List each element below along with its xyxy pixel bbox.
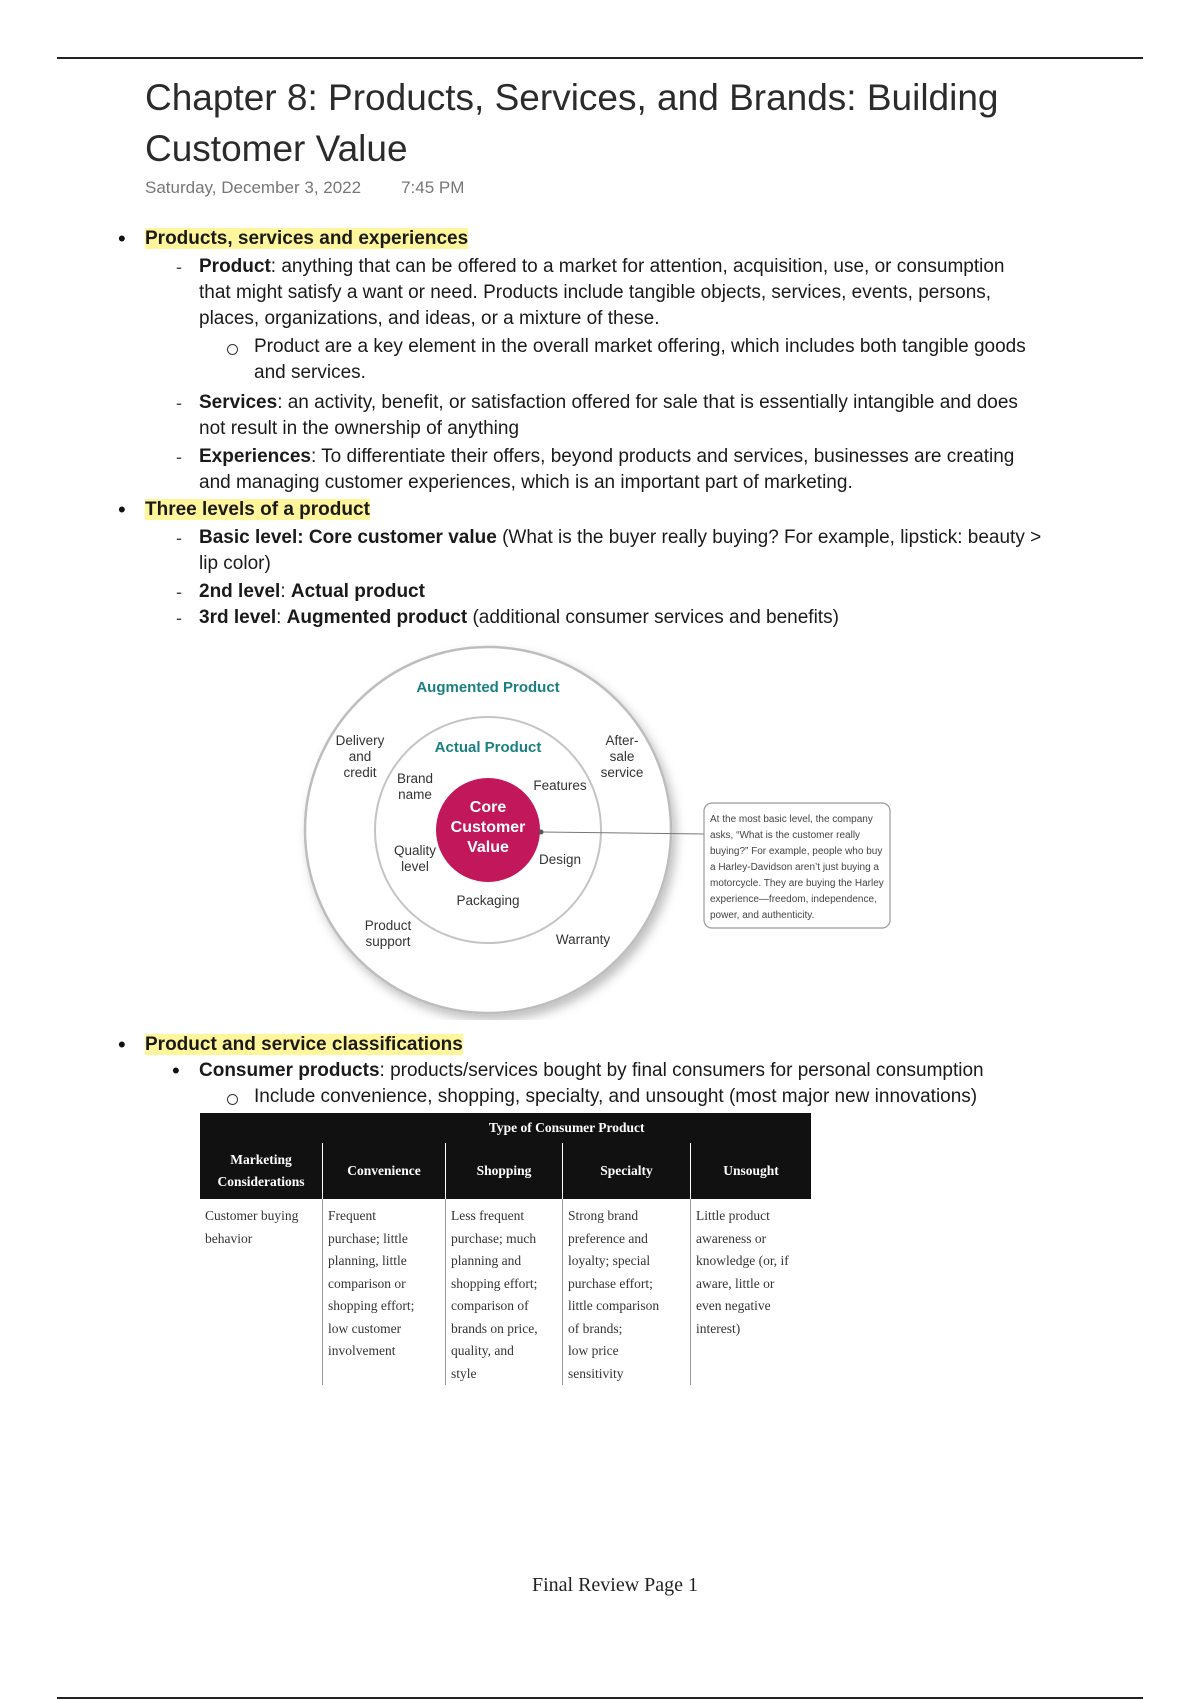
section-heading: Product and service classifications: [145, 1034, 463, 1055]
bullet-dot: •: [118, 497, 126, 522]
actual-product-label: Actual Product: [434, 739, 542, 756]
core-label: Core: [469, 799, 507, 816]
table-row: [200, 1199, 811, 1385]
bullet-dot: •: [118, 1032, 126, 1057]
column-header-marketing: Marketing Considerations: [200, 1143, 323, 1199]
core-label: Value: [467, 839, 509, 856]
product-subpoint-line: and services.: [254, 362, 366, 383]
dash-marker: -: [176, 393, 182, 413]
packaging-label: Packaging: [456, 893, 520, 908]
consumer-products-line: Consumer products: products/services bought by final consumers for personal consumption: [199, 1060, 984, 1081]
callout-text: power, and authenticity.: [710, 910, 815, 921]
product-subpoint-line: Product are a key element in the overall market offering, which includes both tangible goods: [254, 336, 1026, 357]
product-support-label: Product: [364, 918, 412, 933]
page-meta: [145, 178, 464, 198]
experiences-definition-line: Experiences: To differentiate their offers, beyond products and services, businesses are creating: [199, 446, 1015, 467]
circle-bullet: [227, 1094, 238, 1105]
callout-text: buying?” For example, people who buy: [710, 846, 883, 857]
table-cell-specialty: Strong brand preference and loyalty; special purchase effort; little comparison of brands; low price sensitivity: [563, 1199, 691, 1385]
callout-text: a Harley-Davidson aren’t just buying a: [710, 862, 879, 873]
dash-marker: -: [176, 608, 182, 628]
dash-marker: -: [176, 257, 182, 277]
dash-marker: -: [176, 582, 182, 602]
bullet-dot: •: [118, 226, 126, 251]
warranty-label: Warranty: [555, 932, 611, 947]
circle-bullet: [227, 344, 238, 355]
features-label: Features: [533, 778, 587, 793]
product-levels-diagram: [290, 640, 910, 1020]
product-definition-line: places, organizations, and ideas, or a mixture of these.: [199, 308, 660, 329]
page-footer: Final Review Page 1: [531, 1574, 699, 1596]
services-definition-line: Services: an activity, benefit, or satisfaction offered for sale that is essentially intangible and does: [199, 392, 1018, 413]
column-header-specialty: Specialty: [563, 1143, 691, 1199]
delivery-label: Delivery: [335, 733, 385, 748]
table-group-header: Type of Consumer Product: [323, 1113, 812, 1143]
table-cell-shopping: Less frequent purchase; much planning and shopping effort; comparison of brands on price, quality, and style: [446, 1199, 563, 1385]
quality-level-label: Quality: [393, 843, 437, 858]
table-cell-convenience: Frequent purchase; little planning, little comparison or shopping effort; low customer involvement: [323, 1199, 446, 1385]
services-definition-line: not result in the ownership of anything: [199, 418, 520, 439]
section-heading: Three levels of a product: [145, 499, 370, 520]
table-corner: [200, 1113, 323, 1143]
table-cell-unsought: Little product awareness or knowledge (or, if aware, little or even negative interest): [691, 1199, 812, 1385]
callout-text: At the most basic level, the company: [710, 814, 873, 825]
product-support-label: support: [365, 934, 411, 949]
delivery-label: credit: [343, 765, 377, 780]
top-rule: [57, 57, 1143, 59]
product-definition-line: Product: anything that can be offered to a market for attention, acquisition, use, or consumption: [199, 256, 1005, 277]
basic-level-line: Basic level: Core customer value (What is the buyer really buying? For example, lipstick: beauty >: [199, 527, 1042, 548]
bullet-dot: •: [172, 1058, 180, 1083]
callout-text: motorcycle. They are buying the Harley: [710, 878, 884, 889]
page-date: Saturday, December 3, 2022: [145, 178, 362, 197]
dash-marker: -: [176, 447, 182, 467]
callout-text: experience—freedom, independence,: [710, 894, 877, 905]
aftersale-label: After-: [605, 733, 639, 748]
quality-level-label: level: [401, 859, 429, 874]
brand-name-label: Brand: [396, 771, 434, 786]
third-level-line: 3rd level: Augmented product (additional consumer services and benefits): [199, 607, 839, 628]
connector-dot: [539, 830, 544, 835]
consumer-subpoint-line: Include convenience, shopping, specialty, and unsought (most major new innovations): [254, 1086, 978, 1107]
section-heading: Products, services and experiences: [145, 228, 469, 249]
dash-marker: -: [176, 528, 182, 548]
design-label: Design: [538, 852, 582, 867]
column-header-shopping: Shopping: [446, 1143, 563, 1199]
column-header-unsought: Unsought: [691, 1143, 812, 1199]
experiences-definition-line: and managing customer experiences, which is an important part of marketing.: [199, 472, 853, 493]
augmented-product-label: Augmented Product: [416, 679, 560, 696]
callout-text: asks, “What is the customer really: [710, 830, 861, 841]
row-label-cell: Customer buying behavior: [205, 1208, 299, 1246]
delivery-label: and: [348, 749, 372, 764]
second-level-line: 2nd level: Actual product: [199, 581, 425, 602]
core-label: Customer: [450, 819, 526, 836]
consumer-product-table: [200, 1113, 811, 1385]
page-time: 7:45 PM: [401, 178, 465, 197]
basic-level-line: lip color): [199, 553, 271, 574]
brand-name-label: name: [398, 787, 432, 802]
product-definition-line: that might satisfy a want or need. Products include tangible objects, services, events, persons,: [199, 282, 992, 303]
bottom-rule: [57, 1697, 1143, 1699]
aftersale-label: sale: [609, 749, 635, 764]
page-title: Chapter 8: Products, Services, and Brands: Building Customer Value: [145, 77, 999, 169]
column-header-convenience: Convenience: [323, 1143, 446, 1199]
aftersale-label: service: [600, 765, 644, 780]
